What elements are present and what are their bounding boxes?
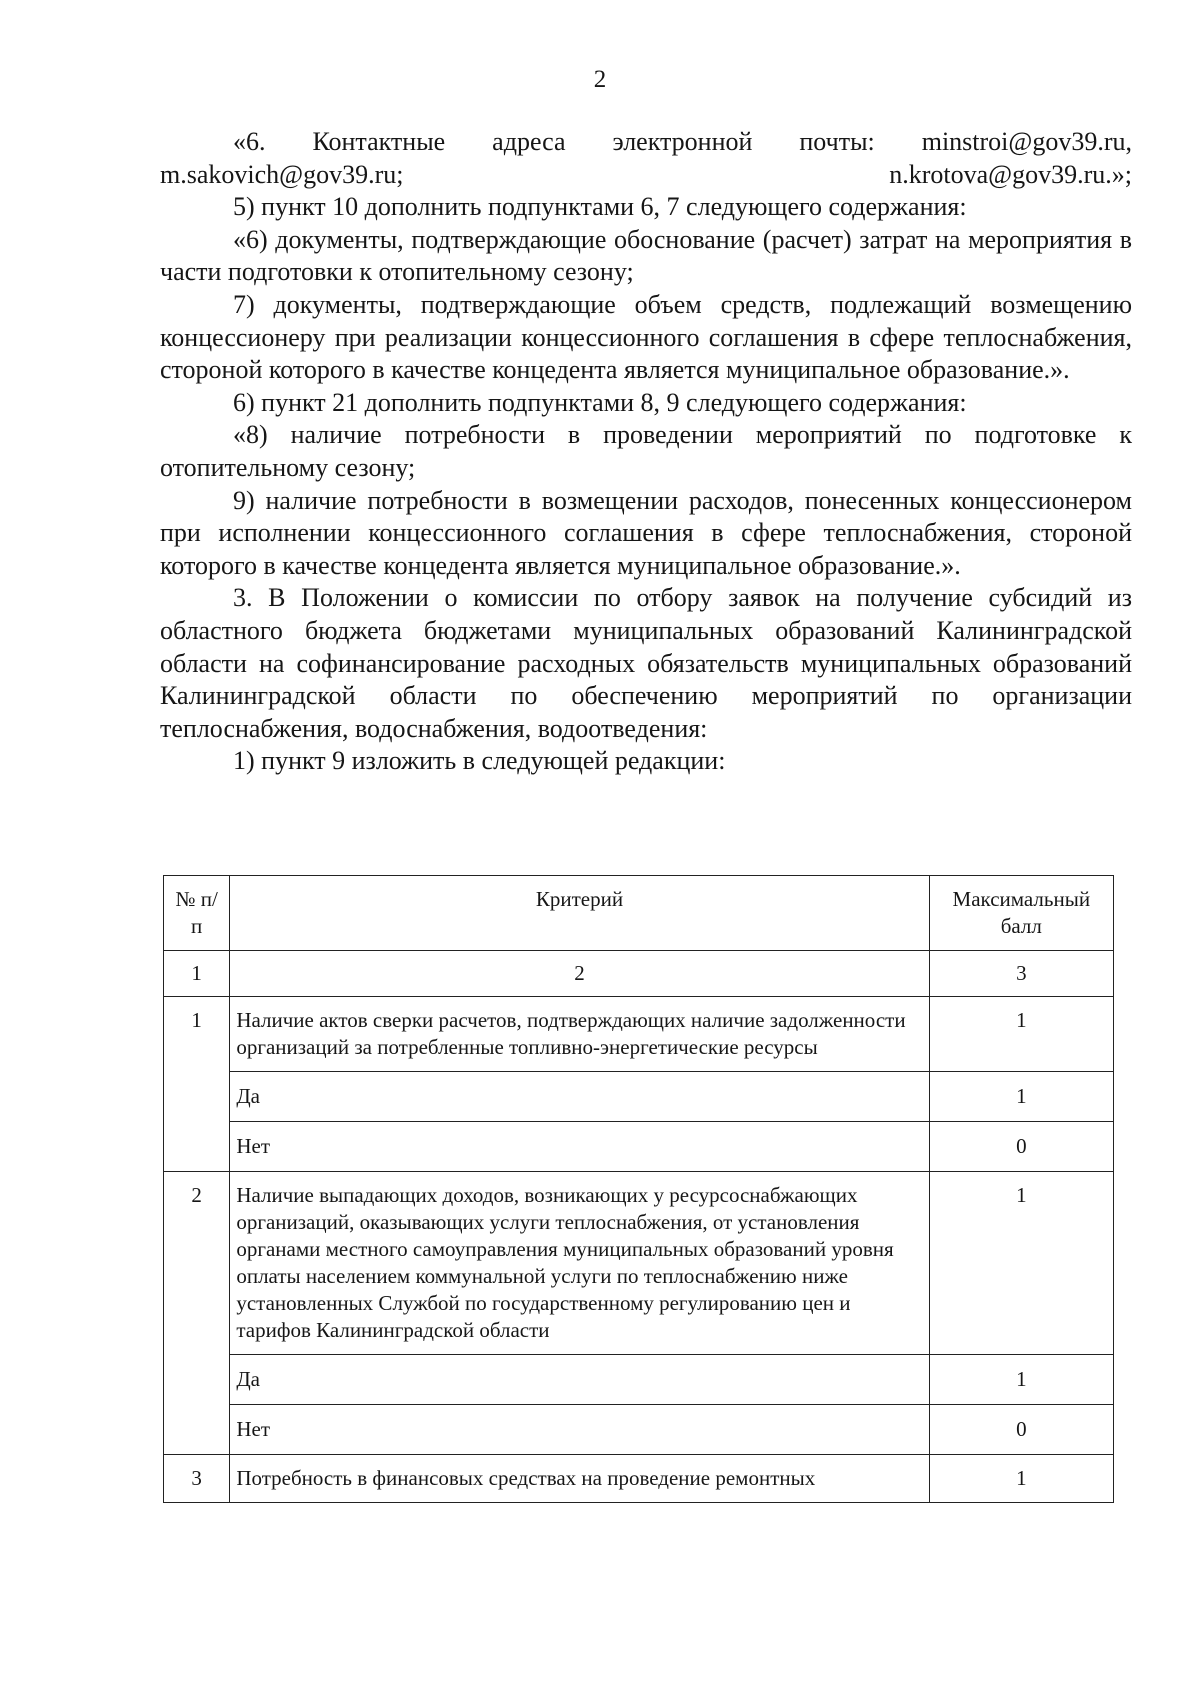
paragraph-section-3: 3. В Положении о комиссии по отбору заявок на получение субсидий из областного бюджета бюджетами муниципальных образований Калининградской области на софинансирование расходных обязательств муниципальных образований Калининградской области по обеспечению мероприятий по организации теплоснабжения, водоснабжения, водоотведения: — [160, 583, 1132, 743]
document-body — [160, 126, 1132, 778]
table-row — [164, 1172, 1114, 1355]
table-row-option — [164, 1355, 1114, 1405]
option-score: 0 — [929, 1122, 1113, 1172]
paragraph-contact-emails: «6. Контактные адреса электронной почты: minstroi@gov39.ru, m.sakovich@gov39.ru; n.krotova@gov39.ru.»; — [160, 127, 1132, 189]
option-score: 1 — [929, 1355, 1113, 1405]
header-num: № п/п — [164, 876, 230, 951]
criteria-table — [163, 875, 1114, 1503]
header-max-score: Максимальный балл — [929, 876, 1113, 951]
table-column-numbers-row — [164, 951, 1114, 997]
criterion-score: 1 — [929, 1455, 1113, 1503]
paragraph-subitem-7: 7) документы, подтверждающие объем средств, подлежащий возмещению концессионеру при реализации концессионного соглашения в сфере теплоснабжения, стороной которого в качестве концедента является муниципальное образование.». — [160, 289, 1132, 385]
paragraph-subitem-8: «8) наличие потребности в проведении мероприятий по подготовке к отопительному сезону; — [160, 420, 1132, 482]
paragraph-subitem-6: «6) документы, подтверждающие обоснование (расчет) затрат на мероприятия в части подготовки к отопительному сезону; — [160, 224, 1132, 287]
criterion-score: 1 — [929, 997, 1113, 1072]
table-header-row — [164, 876, 1114, 951]
row-number: 2 — [164, 1172, 230, 1455]
option-score: 0 — [929, 1405, 1113, 1455]
criterion-score: 1 — [929, 1172, 1113, 1355]
table-row — [164, 1455, 1114, 1503]
criterion-text: Наличие выпадающих доходов, возникающих у ресурсоснабжающих организаций, оказывающих услуги теплоснабжения, от установления органами местного самоуправления муниципальных образований уровня оплаты населением коммунальной услуги по теплоснабжению ниже установленных Службой по государственному регулированию цен и тарифов Калининградской области — [230, 1172, 929, 1355]
criterion-text: Наличие актов сверки расчетов, подтверждающих наличие задолженности организаций за потребленные топливно-энергетические ресурсы — [230, 997, 929, 1072]
column-number: 2 — [230, 951, 929, 997]
paragraph-item-6: 6) пункт 21 дополнить подпунктами 8, 9 следующего содержания: — [233, 387, 967, 417]
table-row-option — [164, 1072, 1114, 1122]
page-number: 2 — [593, 66, 607, 93]
paragraph-item-5: 5) пункт 10 дополнить подпунктами 6, 7 следующего содержания: — [233, 192, 967, 222]
option-label: Да — [230, 1355, 929, 1405]
paragraph-subitem-9: 9) наличие потребности в возмещении расходов, понесенных концессионером при исполнении концессионного соглашения в сфере теплоснабжения, стороной которого в качестве концедента является муниципальное образование.». — [160, 485, 1132, 580]
column-number: 1 — [164, 951, 230, 997]
column-number: 3 — [929, 951, 1113, 997]
table-row — [164, 997, 1114, 1072]
table-row-option — [164, 1122, 1114, 1172]
row-number: 3 — [164, 1455, 230, 1503]
option-label: Нет — [230, 1405, 929, 1455]
table-row-option — [164, 1405, 1114, 1455]
option-label: Да — [230, 1072, 929, 1122]
criterion-text: Потребность в финансовых средствах на проведение ремонтных — [230, 1455, 929, 1503]
row-number: 1 — [164, 997, 230, 1172]
header-criterion: Критерий — [230, 876, 929, 951]
option-score: 1 — [929, 1072, 1113, 1122]
option-label: Нет — [230, 1122, 929, 1172]
paragraph-item-1: 1) пункт 9 изложить в следующей редакции: — [233, 746, 726, 776]
